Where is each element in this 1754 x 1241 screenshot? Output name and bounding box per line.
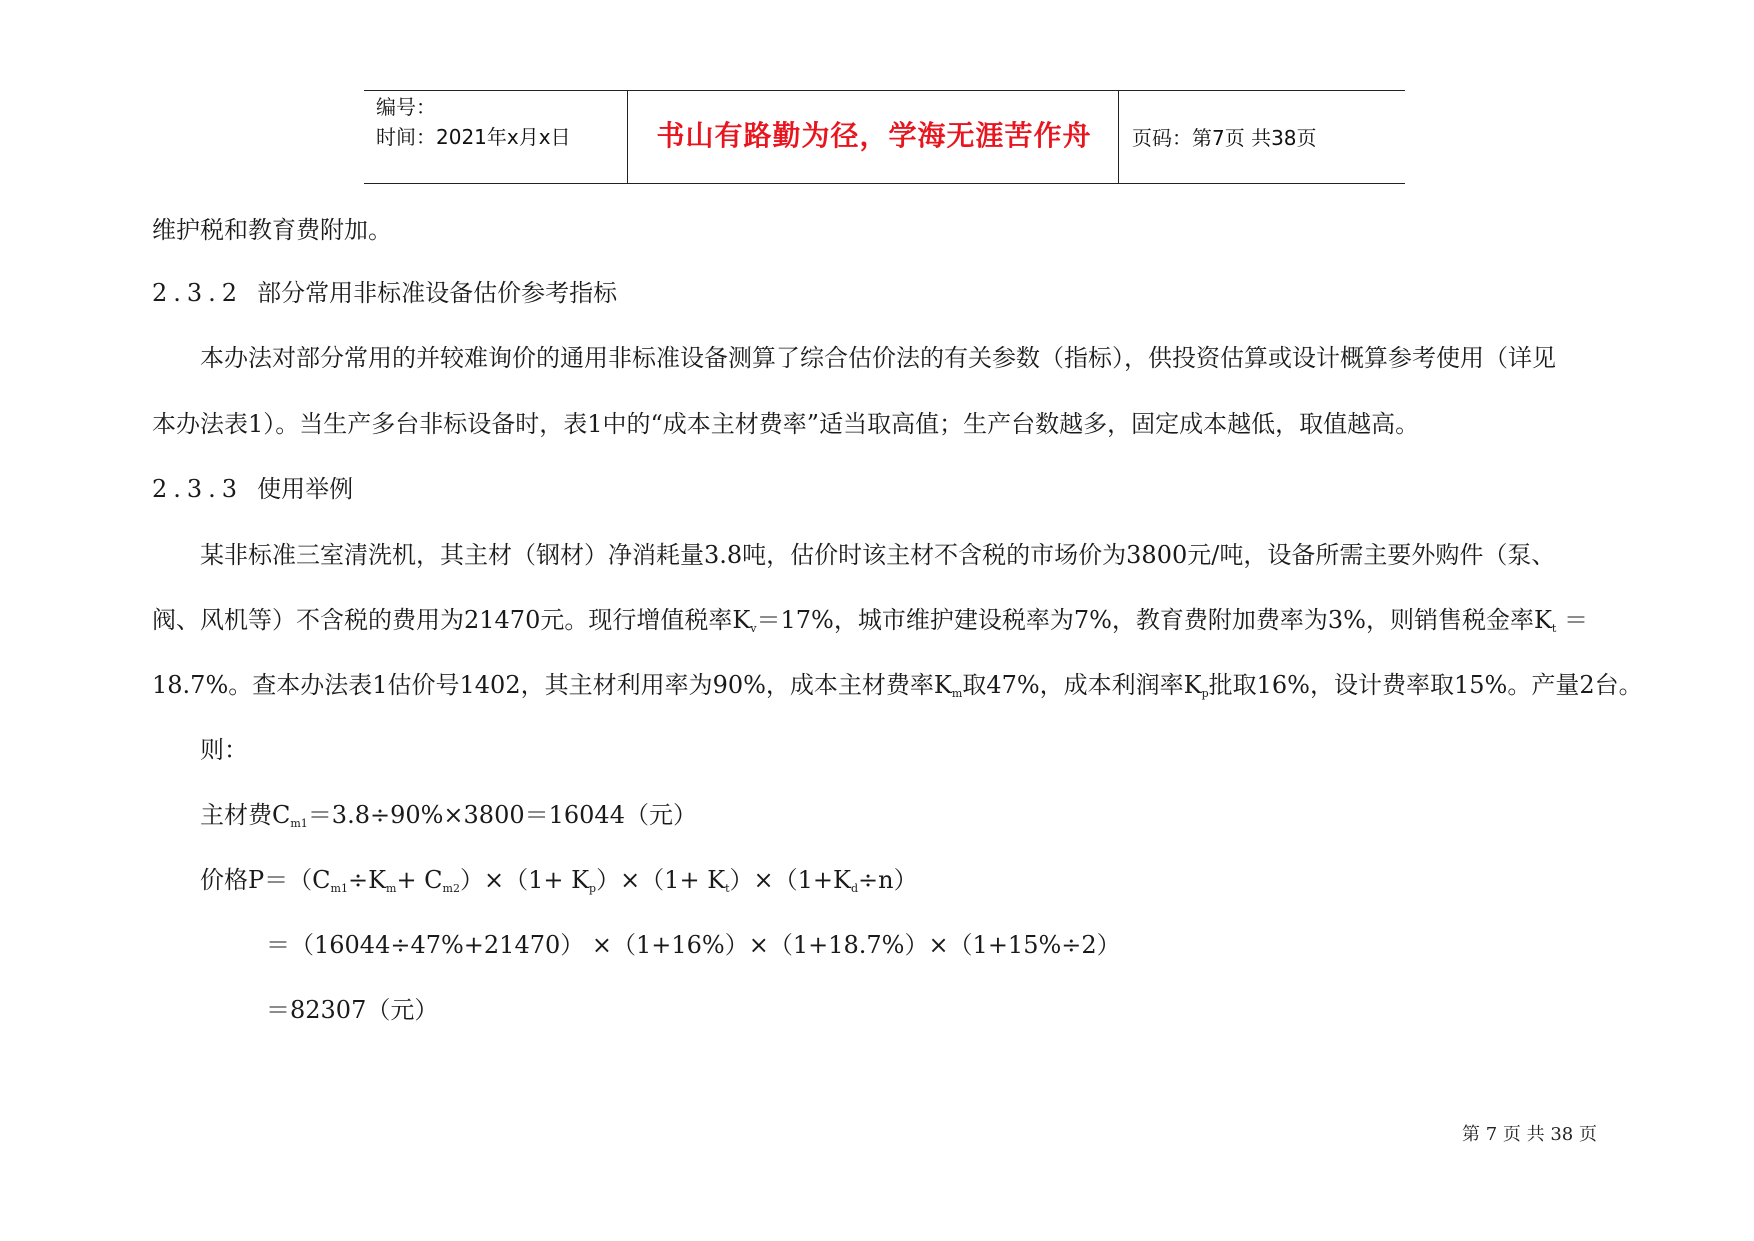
header-number-label: 编号： xyxy=(376,95,436,119)
paragraph-2-line-2: 阀、风机等）不含税的费用为21470元。现行增值税率$K_v=17\%$，城市维护建设税率为7%，教育费附加费率为3%，则销售税金率$K_t$ ＝ xyxy=(152,606,1588,635)
section-number: 2.3.3 xyxy=(152,475,244,503)
body-line-1: 维护税和教育费附加。 xyxy=(152,216,392,244)
formula-price: 价格$P=(C_{m1}\div K_m+ C_{m2})\times(1+ K_p)\times(1+ K_t)\times(1+K_d\div n)$ xyxy=(200,866,918,895)
section-heading-2-3-2 xyxy=(152,277,617,309)
section-title: 使用举例 xyxy=(257,475,354,503)
header-divider-right xyxy=(1118,90,1119,184)
page-footer: 第 7 页 共 38 页 xyxy=(1462,1124,1597,1145)
header-time-label: 时间：2021年x月x日 xyxy=(376,125,571,149)
paragraph-2-line-3: 18.7%。查本办法表1估价号1402，其主材利用率为90%，成本主材费率$K_m$取47%，成本利润率$K_p$批取16%，设计费率取15%。产量2台。 xyxy=(152,671,1643,700)
section-title: 部分常用非标准设备估价参考指标 xyxy=(257,279,618,307)
header-page-info: 页码：第7页 共38页 xyxy=(1132,126,1317,150)
then-label: 则： xyxy=(200,736,248,764)
header-bottom-rule xyxy=(364,183,1405,184)
header-motto: 书山有路勤为径，学海无涯苦作舟 xyxy=(656,119,1092,152)
formula-main-material: 主材费$C_{m1}=3.8\div 90\%\times 3800=16044$（元） xyxy=(200,801,697,830)
paragraph-1-line-1: 本办法对部分常用的并较难询价的通用非标准设备测算了综合估价法的有关参数（指标），供投资估算或设计概算参考使用（详见 xyxy=(200,344,1556,372)
formula-price-substitution: ＝（16044÷47%+21470） ×（1+16%）×（1+18.7%）×（1+15%÷2） xyxy=(266,931,1121,959)
formula-price-result: ＝82307（元） xyxy=(266,996,439,1024)
paragraph-1-line-2: 本办法表1）。当生产多台非标设备时，表1中的“成本主材费率”适当取高值；生产台数越多，固定成本越低，取值越高。 xyxy=(152,410,1420,438)
header-meta xyxy=(376,92,571,152)
header-divider-left xyxy=(627,90,628,184)
section-number: 2.3.2 xyxy=(152,279,244,307)
header-top-rule xyxy=(364,90,1405,91)
section-heading-2-3-3 xyxy=(152,473,353,505)
paragraph-2-line-1: 某非标准三室清洗机，其主材（钢材）净消耗量3.8吨，估价时该主材不含税的市场价为3800元/吨，设备所需主要外购件（泵、 xyxy=(200,541,1556,569)
